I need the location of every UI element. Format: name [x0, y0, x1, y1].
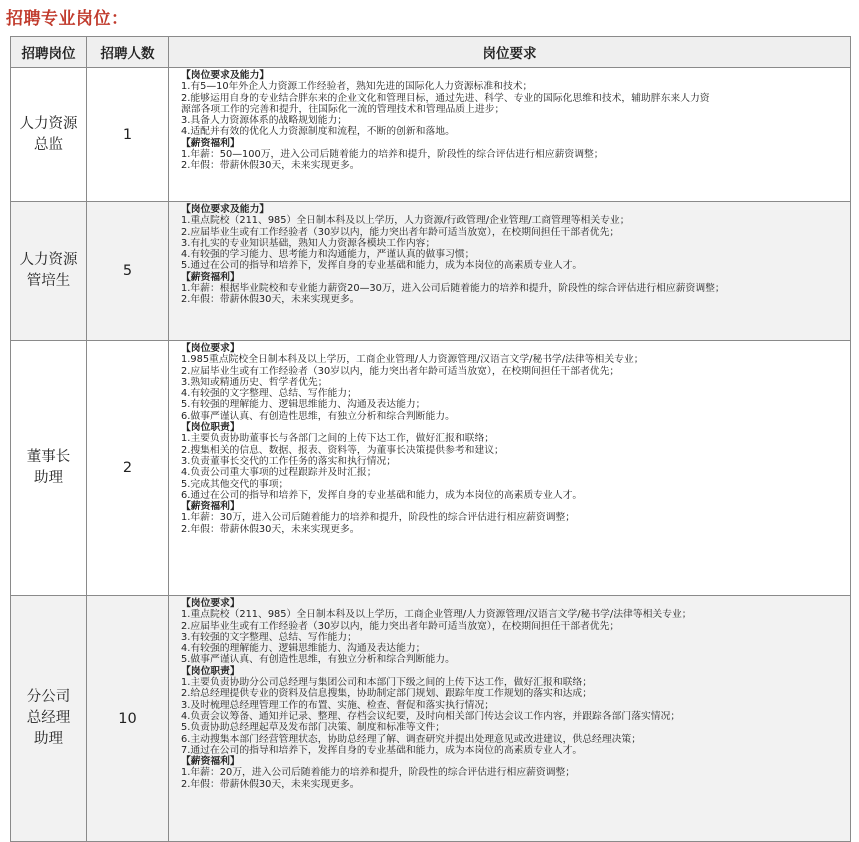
- requirements-cell: [169, 341, 851, 596]
- table-row: [11, 68, 851, 202]
- section-heading: 【薪资福利】: [181, 756, 240, 768]
- position-cell: [11, 68, 87, 202]
- headcount-cell: 1: [87, 68, 169, 202]
- requirement-line: 4.有较强的学习能力、思考能力和沟通能力，严谨认真的做事习惯；: [181, 249, 475, 261]
- position-cell: [11, 596, 87, 842]
- position-name-line: 分公司: [26, 689, 71, 705]
- requirement-line: 1.985重点院校全日制本科及以上学历，工商企业管理/人力资源管理/汉语言文学/秘书学/法律等相关专业；: [181, 354, 644, 366]
- position-name-line: 总经理: [26, 710, 71, 726]
- requirement-line: 3.熟知或精通历史、哲学者优先；: [181, 376, 328, 388]
- requirement-line: 5.做事严谨认真、有创造性思维，有独立分析和综合判断能力。: [181, 654, 455, 666]
- requirement-line: 2.应届毕业生或有工作经验者（30岁以内，能力突出者年龄可适当放宽），在校期间担任干部者优先；: [181, 365, 620, 377]
- requirement-line: 4.负责公司重大事项的过程跟踪并及时汇报；: [181, 467, 377, 479]
- headcount-cell: 5: [87, 202, 169, 341]
- requirements-cell: [169, 202, 851, 341]
- requirement-line: 1.有5—10年外企人力资源工作经验者，熟知先进的国际化人力资源标准和技术；: [181, 81, 533, 93]
- table-row: [11, 341, 851, 596]
- requirement-line: 1.重点院校（211、985）全日制本科及以上学历，人力资源/行政管理/企业管理/工商管理等相关专业；: [181, 215, 630, 227]
- position-name-line: 董事长: [26, 449, 71, 465]
- requirement-line: 4.有较强的文字整理、总结、写作能力；: [181, 388, 357, 400]
- section-heading: 【岗位要求】: [181, 343, 240, 354]
- requirement-line: 2.年假：带薪休假30天，未来实现更多。: [181, 160, 360, 172]
- position-cell: [11, 341, 87, 596]
- requirement-line: 2.年假：带薪休假30天，未来实现更多。: [181, 294, 360, 306]
- header-position: 招聘岗位: [11, 37, 87, 68]
- requirement-line: 1.年薪：20万，进入公司后随着能力的培养和提升，阶段性的综合评估进行相应薪资调整；: [181, 767, 576, 779]
- requirement-line: 1.年薪：50—100万，进入公司后随着能力的培养和提升，阶段性的综合评估进行相应薪资调整；: [181, 149, 604, 161]
- requirement-line: 3.负责董事长交代的工作任务的落实和执行情况；: [181, 455, 397, 467]
- requirement-line: 3.有较强的文字整理、总结、写作能力；: [181, 631, 357, 643]
- requirement-line: 6.做事严谨认真、有创造性思维，有独立分析和综合判断能力。: [181, 410, 455, 422]
- section-heading: 【岗位要求及能力】: [181, 70, 270, 81]
- requirement-line: 2.应届毕业生或有工作经验者（30岁以内，能力突出者年龄可适当放宽），在校期间担任干部者优先；: [181, 226, 620, 238]
- table-row: [11, 596, 851, 842]
- headcount-cell: 10: [87, 596, 169, 842]
- requirement-line: 4.适配并有效的优化人力资源制度和流程，不断的创新和落地。: [181, 126, 455, 138]
- table-header-row: [11, 37, 851, 68]
- requirement-line: 4.负责会议筹备、通知并记录、整理、存档会议纪要，及时向相关部门传达会议工作内容，并跟踪各部门落实情况；: [181, 710, 681, 722]
- section-heading: 【岗位职责】: [181, 422, 240, 434]
- page-title: 招聘专业岗位：: [6, 9, 129, 29]
- requirement-line: 3.具备人力资源体系的战略规划能力；: [181, 115, 348, 127]
- requirement-line: 3.及时梳理总经理管理工作的布置、实施、检查、督促和落实执行情况；: [181, 699, 495, 711]
- position-name-line: 助理: [34, 731, 63, 747]
- requirement-line: 1.主要负责协助董事长与各部门之间的上传下达工作，做好汇报和联络；: [181, 433, 495, 445]
- headcount-cell: 2: [87, 341, 169, 596]
- section-heading: 【薪资福利】: [181, 137, 240, 149]
- requirement-line: 6.主动搜集本部门经营管理状态，协助总经理了解、调查研究并提出处理意见或改进建议，供总经理决策；: [181, 733, 642, 745]
- requirement-line: 4.有较强的理解能力、逻辑思维能力、沟通及表达能力；: [181, 643, 426, 655]
- header-requirements: 岗位要求: [169, 37, 851, 68]
- requirement-line: 5.通过在公司的指导和培养下，发挥自身的专业基础和能力，成为本岗位的高素质专业人才。: [181, 260, 583, 272]
- section-heading: 【岗位职责】: [181, 665, 240, 677]
- requirement-line: 2.给总经理提供专业的资料及信息搜集，协助制定部门规划、跟踪年度工作规划的落实和达成；: [181, 688, 593, 700]
- position-cell: [11, 202, 87, 341]
- requirement-line: 5.负责协助总经理起草及发布部门决策、制度和标准等文件；: [181, 722, 446, 734]
- requirement-line: 2.搜集相关的信息、数据、报表、资料等，为董事长决策提供参考和建议；: [181, 444, 504, 456]
- position-name-line: 助理: [34, 470, 63, 486]
- section-heading: 【岗位要求】: [181, 598, 240, 609]
- position-name-line: 人力资源: [19, 115, 78, 132]
- table-row: [11, 202, 851, 341]
- requirement-line: 2.年假：带薪休假30天，未来实现更多。: [181, 778, 360, 790]
- section-heading: 【岗位要求及能力】: [181, 204, 270, 215]
- position-name-line: 总监: [34, 136, 63, 153]
- requirements-cell: [169, 596, 851, 842]
- position-name-line: 人力资源: [19, 252, 78, 268]
- section-heading: 【薪资福利】: [181, 501, 240, 513]
- requirements-cell: [169, 68, 851, 202]
- section-heading: 【薪资福利】: [181, 271, 240, 283]
- position-name-line: 管培生: [26, 273, 71, 289]
- requirement-line: 6.通过在公司的指导和培养下，发挥自身的专业基础和能力，成为本岗位的高素质专业人才。: [181, 489, 583, 501]
- requirement-line: 5.有较强的理解能力、逻辑思维能力、沟通及表达能力；: [181, 399, 426, 411]
- requirement-line: 2.应届毕业生或有工作经验者（30岁以内，能力突出者年龄可适当放宽），在校期间担任干部者优先；: [181, 620, 620, 632]
- requirement-line: 源部各项工作的完善和提升，往国际化一流的管理技术和管理品质上进步；: [181, 103, 505, 115]
- requirement-line: 1.重点院校（211、985）全日制本科及以上学历，工商企业管理/人力资源管理/汉语言文学/秘书学/法律等相关专业；: [181, 609, 692, 621]
- header-count: 招聘人数: [87, 37, 169, 68]
- requirement-line: 3.有扎实的专业知识基础，熟知人力资源各模块工作内容；: [181, 237, 436, 249]
- requirement-line: 5.完成其他交代的事项；: [181, 478, 289, 490]
- requirement-line: 2.能够运用自身的专业结合胖东来的企业文化和管理目标，通过先进、科学、专业的国际化思维和技术，辅助胖东来人力资: [181, 92, 710, 104]
- job-table: [10, 36, 851, 842]
- requirement-line: 1.年薪：根据毕业院校和专业能力薪资20—30万，进入公司后随着能力的培养和提升，阶段性的综合评估进行相应薪资调整；: [181, 283, 725, 295]
- requirement-line: 1.年薪：30万，进入公司后随着能力的培养和提升，阶段性的综合评估进行相应薪资调整；: [181, 512, 576, 524]
- requirement-line: 1.主要负责协助分公司总经理与集团公司和本部门下级之间的上传下达工作，做好汇报和联络；: [181, 677, 593, 689]
- requirement-line: 7.通过在公司的指导和培养下，发挥自身的专业基础和能力，成为本岗位的高素质专业人才。: [181, 744, 583, 756]
- requirement-line: 2.年假：带薪休假30天，未来实现更多。: [181, 523, 360, 535]
